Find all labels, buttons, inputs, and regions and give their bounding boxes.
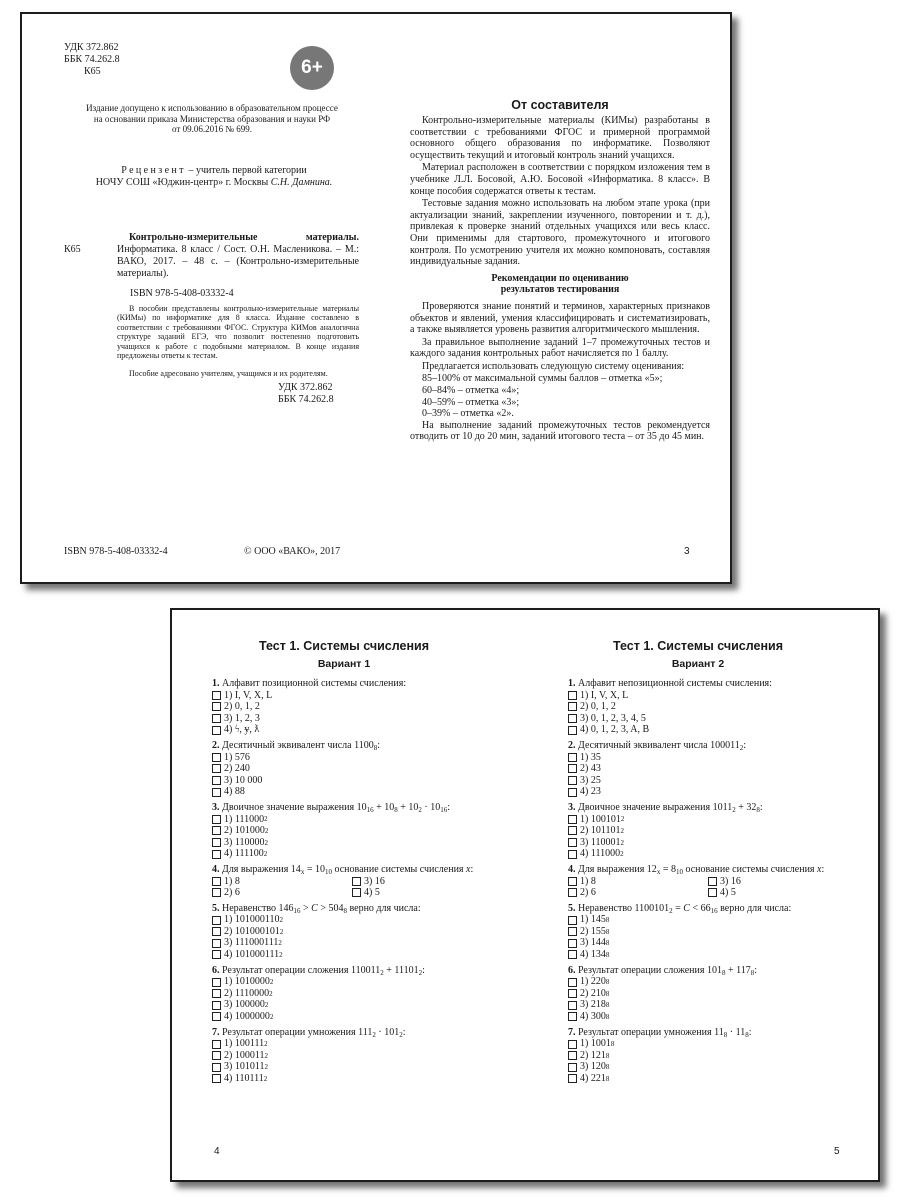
answer-option[interactable]	[568, 763, 868, 775]
checkbox[interactable]	[568, 1074, 577, 1083]
answer-option[interactable]	[212, 701, 512, 713]
question-text: Алфавит непозиционной системы счисления:	[575, 678, 772, 689]
answer-option[interactable]: 4) 1000000 2	[212, 1011, 512, 1023]
option-label: 3) 218	[580, 999, 606, 1011]
answer-option[interactable]	[568, 713, 868, 725]
option-label: 2) 1110000	[224, 987, 270, 999]
reviewer-name: С.Н. Дамнина.	[270, 177, 333, 188]
preface-paragraph: Материал расположен в соответствии с порядком изложения тем в учебнике Л.Л. Босовой, А.Ю. Босовой «Информатика. 8 класс». В конце пособия содержатся ответы к тестам.	[410, 162, 710, 197]
catalog-code: К65	[64, 244, 81, 255]
checkbox[interactable]	[212, 702, 221, 711]
bbk-code: ББК 74.262.8	[64, 54, 120, 65]
checkbox[interactable]	[568, 978, 577, 987]
udk-code: УДК 372.862	[64, 42, 119, 53]
reviewer-note	[66, 165, 362, 189]
answer-option[interactable]: 2) 101000 2	[212, 825, 512, 837]
page-number: 5	[834, 1146, 840, 1157]
option-label: 3) 25	[580, 774, 601, 786]
question-number: 6.	[212, 964, 220, 976]
checkbox[interactable]	[212, 714, 221, 723]
question-7: 7. Результат операции умножения $111_2 \cdot 101_2$: 1) 100111 2 2) 100011 2 3) 101011 2 4) 110111 2	[212, 1027, 512, 1085]
grade-line: 40–59% – отметка «3»;	[422, 396, 520, 408]
checkbox[interactable]	[212, 1001, 221, 1010]
isbn: ISBN 978-5-408-03332-4	[130, 288, 234, 299]
test-title: Тест 1. Системы счисления	[613, 639, 783, 653]
checkbox[interactable]	[568, 950, 577, 959]
option-label: 2) 101000	[224, 825, 265, 837]
checkbox[interactable]	[212, 888, 221, 897]
section-heading	[410, 273, 710, 296]
bib-details: Информатика. 8 класс / Сост. О.Н. Масленикова. – М.: ВАКО, 2017. – 48 с. – (Контрольно-измерительные материалы).	[117, 244, 359, 279]
option-label: 3) 1, 2, 3	[224, 712, 260, 724]
option-label: 2) 43	[580, 763, 601, 775]
answer-option[interactable]: 1) 145 8	[568, 914, 868, 926]
question-text: Результат операции сложения 101	[575, 964, 722, 976]
option-label: 2) 6	[224, 887, 240, 899]
option-label: 4) 111000	[580, 848, 621, 860]
checkbox[interactable]	[212, 838, 221, 847]
bib-title: Контрольно-измерительные материалы.	[129, 232, 359, 243]
udk-block-bottom	[278, 382, 334, 406]
book-spread-pages-2-3	[20, 12, 732, 584]
questions-variant-2	[568, 678, 868, 1089]
question-6: 6. Результат операции сложения $110011_2 + 11101_2$: 1) 1010000 2 2) 1110000 2 3) 100000 2 4) 1000000 2	[212, 965, 512, 1023]
preface-title: От составителя	[511, 98, 609, 112]
option-label: 4) 300	[580, 1011, 606, 1023]
question-1	[568, 678, 868, 736]
option-label: 1) 100111	[224, 1038, 265, 1050]
option-label: 1) 35	[580, 751, 601, 763]
option-label: 1) 576	[224, 751, 250, 763]
answer-option[interactable]	[212, 763, 512, 775]
answer-option[interactable]: 1) 101000110 2	[212, 914, 512, 926]
checkbox[interactable]	[212, 815, 221, 824]
checkbox[interactable]	[568, 753, 577, 762]
footer-copyright: © ООО «ВАКО», 2017	[244, 546, 341, 557]
page-number: 3	[684, 546, 690, 557]
answer-option[interactable]	[212, 887, 352, 899]
audience-note: Пособие адресовано учителям, учащимся и их родителям.	[129, 369, 328, 378]
question-2	[568, 740, 868, 798]
footer-isbn: ISBN 978-5-408-03332-4	[64, 546, 168, 557]
checkbox[interactable]	[352, 888, 361, 897]
answer-option[interactable]	[352, 887, 492, 899]
preface-body	[410, 115, 710, 444]
answer-option[interactable]	[212, 724, 512, 736]
option-label: 2) 210	[580, 987, 606, 999]
question-number: 2.	[212, 739, 220, 751]
question-number: 4.	[568, 863, 576, 875]
udk-code: УДК 372.862	[278, 382, 333, 393]
reviewer-label: Рецензент	[121, 165, 186, 176]
checkbox[interactable]	[212, 1051, 221, 1060]
answer-option[interactable]	[352, 876, 492, 888]
answer-option[interactable]	[708, 876, 848, 888]
option-label: 4) 0, 1, 2, 3, A, B	[580, 724, 650, 736]
option-label: 3) 16	[720, 875, 741, 887]
answer-option[interactable]: 1) 111000 2	[212, 814, 512, 826]
checkbox[interactable]	[568, 776, 577, 785]
option-label: 1) 8	[224, 875, 240, 887]
answer-option[interactable]: 2) 101000101 2	[212, 926, 512, 938]
answer-option[interactable]: 2) 121 8	[568, 1050, 868, 1062]
answer-option[interactable]: 4) 111100 2	[212, 848, 512, 860]
option-label: 3) 0, 1, 2, 3, 4, 5	[580, 712, 646, 724]
preface-paragraph: На выполнение заданий промежуточных тестов рекомендуется отводить от 10 до 20 мин, заданий итогового теста – от 35 до 45 мин.	[410, 419, 710, 443]
option-label: 3) 10 000	[224, 774, 263, 786]
answer-option[interactable]: 4) 300 8	[568, 1011, 868, 1023]
udk-block	[64, 42, 120, 78]
annotation: В пособии представлены контрольно-измерительные материалы (КИМы) по информатике для 8 класса. Издание составлено в соответствии с требованиями ФГОС. Структура КИМов аналогична структуре заданий ЕГЭ, что позволит постепенно подготовить учащихся к работе с подобными материалом. В конце издания предложены ответы к тестам.	[117, 304, 359, 361]
option-label: 2) 155	[580, 925, 606, 937]
checkbox[interactable]	[212, 927, 221, 936]
checkbox[interactable]	[212, 1063, 221, 1072]
option-label: 4) 134	[580, 949, 606, 961]
checkbox[interactable]	[212, 764, 221, 773]
question-text: Результат операции сложения 110011	[219, 964, 381, 976]
checkbox[interactable]	[212, 850, 221, 859]
option-label: 1) I, V, X, L	[224, 689, 273, 701]
answer-options-grid	[568, 876, 868, 899]
checkbox[interactable]	[212, 1040, 221, 1049]
base-subscript: 8	[373, 743, 378, 752]
answer-option[interactable]: 1) 100101 2	[568, 814, 868, 826]
checkbox[interactable]	[568, 726, 577, 735]
option-label: 1) 220	[580, 976, 606, 988]
question-number: 7.	[212, 1026, 220, 1038]
answer-option[interactable]	[568, 724, 868, 736]
answer-option[interactable]: 3) 120 8	[568, 1061, 868, 1073]
question-text: Двоичное значение выражения 10	[219, 801, 367, 813]
answer-option[interactable]	[212, 713, 512, 725]
approval-note	[62, 103, 362, 135]
option-label: 4) 5	[364, 887, 380, 899]
question-text: Результат операции умножения 11	[575, 1026, 724, 1038]
answer-option[interactable]	[212, 775, 512, 787]
test-title: Тест 1. Системы счисления	[259, 639, 429, 653]
question-number: 3.	[568, 801, 576, 813]
checkbox[interactable]	[212, 753, 221, 762]
option-label: 3) 110000	[224, 836, 265, 848]
question-number: 1.	[212, 678, 220, 689]
option-label: 4) ϟ, ɏ, ƛ	[224, 724, 260, 736]
option-label: 2) 101101	[580, 825, 621, 837]
variant-label: Вариант 2	[671, 658, 725, 670]
question-text: Двоичное значение выражения 1011	[575, 801, 733, 813]
answer-option[interactable]: 3) 110000 2	[212, 837, 512, 849]
answer-option[interactable]	[568, 690, 868, 702]
option-label: 3) 16	[364, 875, 385, 887]
checkbox[interactable]	[568, 939, 577, 948]
checkbox[interactable]	[212, 726, 221, 735]
preface-paragraph: Проверяются знание понятий и терминов, характерных признаков объектов и явлений, умения классифицировать и систематизировать, а также выявляется уровень развития алгоритмического мышления.	[410, 300, 710, 336]
answer-option[interactable]	[708, 887, 848, 899]
checkbox[interactable]	[568, 714, 577, 723]
checkbox[interactable]	[568, 1012, 577, 1021]
answer-option[interactable]	[568, 786, 868, 798]
checkbox[interactable]	[568, 826, 577, 835]
checkbox[interactable]	[212, 826, 221, 835]
answer-option[interactable]: 2) 100011 2	[212, 1050, 512, 1062]
option-label: 4) 110111	[224, 1073, 264, 1084]
answer-option[interactable]: 2) 210 8	[568, 988, 868, 1000]
answer-option[interactable]: 3) 110001 2	[568, 837, 868, 849]
checkbox[interactable]	[212, 877, 221, 886]
option-label: 3) 120	[580, 1061, 606, 1073]
checkbox[interactable]	[212, 788, 221, 797]
book-spread-pages-4-5	[170, 608, 880, 1182]
checkbox[interactable]	[212, 691, 221, 700]
preface-paragraph: Контрольно-измерительные материалы (КИМы) разработаны в соответствии с требованиями ФГОС и примерной программой основного общего образования по информатике. Позволяют осуществить текущий и итоговый контроль знаний учащихся.	[410, 115, 710, 161]
answer-option[interactable]: 2) 155 8	[568, 926, 868, 938]
option-label: 1) 100101	[580, 813, 621, 825]
option-label: 3) 144	[580, 937, 606, 949]
checkbox[interactable]	[708, 877, 717, 886]
preface-paragraph: За правильное выполнение заданий 1–7 промежуточных тестов и каждого задания контрольных работ начисляется по 1 баллу.	[410, 336, 710, 360]
answer-option[interactable]	[568, 701, 868, 713]
option-label: 4) 111100	[224, 848, 264, 860]
checkbox[interactable]	[568, 850, 577, 859]
bbk-code: ББК 74.262.8	[278, 394, 334, 405]
reviewer-role: – учитель первой категории	[185, 165, 307, 176]
checkbox[interactable]	[568, 764, 577, 773]
answer-option[interactable]: 1) 220 8	[568, 976, 868, 988]
question-text: Десятичный эквивалент числа 100011	[575, 739, 740, 751]
question-4: 4. Для выражения $12_x = 8_{10}$ основание системы счисления x: 1) 8 3) 16 2) 6 4) 5	[568, 864, 868, 899]
answer-option[interactable]	[212, 752, 512, 764]
page-number: 4	[214, 1146, 220, 1157]
answer-option[interactable]: 2) 101101 2	[568, 825, 868, 837]
section-heading-line: результатов тестирования	[500, 284, 620, 296]
option-label: 1) 1001	[580, 1038, 611, 1050]
answer-option[interactable]: 4) 221 8	[568, 1073, 868, 1085]
checkbox[interactable]	[212, 1012, 221, 1021]
checkbox[interactable]	[568, 788, 577, 797]
option-label: 4) 5	[720, 887, 736, 899]
option-label: 2) 101000101	[224, 925, 280, 937]
checkbox[interactable]	[568, 1040, 577, 1049]
question-1	[212, 678, 512, 736]
base-subscript: 2	[739, 743, 744, 752]
question-number: 6.	[568, 964, 576, 976]
option-label: 1) 145	[580, 914, 606, 926]
question-number: 4.	[212, 863, 220, 875]
question-text: Результат операции умножения 111	[219, 1026, 373, 1038]
answer-option[interactable]	[568, 775, 868, 787]
checkbox[interactable]	[568, 1001, 577, 1010]
answer-option[interactable]: 4) 134 8	[568, 949, 868, 961]
approval-line: Издание допущено к использованию в образовательном процессе	[86, 103, 338, 113]
option-label: 2) 100011	[224, 1049, 265, 1061]
bibliographic-record	[117, 232, 359, 280]
question-2	[212, 740, 512, 798]
questions-variant-1	[212, 678, 512, 1089]
checkbox[interactable]	[568, 1051, 577, 1060]
answer-option[interactable]: 3) 218 8	[568, 999, 868, 1011]
checkbox[interactable]	[352, 877, 361, 886]
approval-line: от 09.06.2016 № 699.	[172, 124, 252, 134]
checkbox[interactable]	[212, 939, 221, 948]
preface-paragraph: Тестовые задания можно использовать на любом этапе урока (при актуализации знаний, закреплении изученного, повторении и т. д.), привлекая к проверке знаний отдельных учащихся или весь класс. Они применимы для стартового, промежуточного и итогового контроля. По усмотрению учителя их можно компоновать, составляя индивидуальные задания.	[410, 198, 710, 268]
question-5: 5. Неравенство $146_{16} > C > 504_8$ верно для числа: 1) 101000110 2 2) 101000101 2 3) 111000111 2 4) 101000111 2	[212, 903, 512, 961]
option-label: 4) 101000111	[224, 949, 280, 961]
option-label: 1) 1010000	[224, 976, 270, 988]
age-rating-badge: 6+	[290, 46, 334, 90]
question-6: 6. Результат операции сложения $101_8 + 117_8$: 1) 220 8 2) 210 8 3) 218 8 4) 300 8	[568, 965, 868, 1023]
checkbox[interactable]	[568, 888, 577, 897]
answer-option[interactable]: 3) 100000 2	[212, 999, 512, 1011]
section-heading-line: Рекомендации по оцениванию	[491, 272, 629, 284]
question-number: 2.	[568, 739, 576, 751]
answer-option[interactable]: 3) 144 8	[568, 937, 868, 949]
answer-option[interactable]	[212, 876, 352, 888]
option-label: 1) 111000	[224, 813, 265, 825]
grade-line: 85–100% от максимальной суммы баллов – отметка «5»;	[422, 373, 663, 385]
checkbox[interactable]	[212, 1074, 221, 1083]
option-label: 1) 101000110	[224, 914, 280, 926]
answer-option[interactable]: 1) 1001 8	[568, 1038, 868, 1050]
checkbox[interactable]	[212, 989, 221, 998]
option-label: 2) 0, 1, 2	[224, 701, 260, 713]
option-label: 3) 111000111	[224, 937, 279, 949]
variant-label: Вариант 1	[317, 658, 371, 670]
option-label: 2) 6	[580, 887, 596, 899]
question-text-end: :	[743, 739, 746, 751]
answer-option[interactable]: 4) 111000 2	[568, 848, 868, 860]
answer-option[interactable]	[212, 786, 512, 798]
question-7: 7. Результат операции умножения $11_8 \cdot 11_8$: 1) 1001 8 2) 121 8 3) 120 8 4) 221 8	[568, 1027, 868, 1085]
checkbox[interactable]	[568, 916, 577, 925]
answer-option[interactable]: 3) 111000111 2	[212, 937, 512, 949]
option-label: 3) 110001	[580, 836, 621, 848]
option-label: 2) 240	[224, 763, 250, 775]
answer-option[interactable]	[212, 690, 512, 702]
answer-option[interactable]: 1) 100111 2	[212, 1038, 512, 1050]
question-text: Десятичный эквивалент числа 1100	[219, 739, 374, 751]
question-3: 3. Двоичное значение выражения $10_{16} + 10_8 + 10_2 \cdot 10_{16}$: 1) 111000 2 2) 101000 2 3) 110000 2 4) 111100 2	[212, 802, 512, 860]
question-5: 5. Неравенство $1100101_2 = C < 66_{16}$ верно для числа: 1) 145 8 2) 155 8 3) 144 8 4) 134 8	[568, 903, 868, 961]
question-number: 1.	[568, 678, 576, 689]
preface-paragraph: Предлагается использовать следующую систему оценивания:	[422, 360, 685, 372]
checkbox[interactable]	[568, 691, 577, 700]
question-number: 3.	[212, 801, 220, 813]
option-label: 2) 0, 1, 2	[580, 701, 616, 713]
checkbox[interactable]	[568, 877, 577, 886]
checkbox[interactable]	[212, 950, 221, 959]
reviewer-school: НОЧУ СОШ «Юджин-центр» г. Москвы	[95, 177, 269, 188]
option-label: 2) 121	[580, 1049, 606, 1061]
option-label: 4) 23	[580, 786, 601, 798]
answer-option[interactable]: 3) 101011 2	[212, 1061, 512, 1073]
option-label: 3) 100000	[224, 999, 265, 1011]
answer-options-grid	[212, 876, 512, 899]
question-number: 5.	[212, 902, 220, 914]
checkbox[interactable]	[568, 1063, 577, 1072]
grade-line: 0–39% – отметка «2».	[422, 408, 514, 420]
question-text-end: :	[377, 739, 380, 751]
checkbox[interactable]	[568, 702, 577, 711]
author-mark: К65	[84, 66, 101, 77]
checkbox[interactable]	[212, 978, 221, 987]
question-3: 3. Двоичное значение выражения $1011_2 + 32_8$: 1) 100101 2 2) 101101 2 3) 110001 2 4) 111000 2	[568, 802, 868, 860]
checkbox[interactable]	[568, 815, 577, 824]
checkbox[interactable]	[568, 927, 577, 936]
checkbox[interactable]	[708, 888, 717, 897]
checkbox[interactable]	[568, 989, 577, 998]
answer-option[interactable]	[568, 752, 868, 764]
question-number: 5.	[568, 902, 576, 914]
checkbox[interactable]	[212, 916, 221, 925]
checkbox[interactable]	[212, 776, 221, 785]
answer-option[interactable]	[568, 887, 708, 899]
option-label: 4) 1000000	[224, 1011, 270, 1023]
option-label: 3) 101011	[224, 1061, 265, 1073]
answer-option[interactable]: 2) 1110000 2	[212, 988, 512, 1000]
answer-option[interactable]: 4) 101000111 2	[212, 949, 512, 961]
approval-line: на основании приказа Министерства образования и науки РФ	[93, 113, 331, 124]
answer-option[interactable]: 1) 1010000 2	[212, 976, 512, 988]
question-number: 7.	[568, 1026, 576, 1038]
answer-option[interactable]	[568, 876, 708, 888]
checkbox[interactable]	[568, 838, 577, 847]
option-label: 1) I, V, X, L	[580, 689, 629, 701]
option-label: 4) 88	[224, 786, 245, 798]
option-label: 4) 221	[580, 1073, 606, 1084]
answer-option[interactable]: 4) 110111 2	[212, 1073, 512, 1085]
question-text: Алфавит позиционной системы счисления:	[219, 678, 407, 689]
option-label: 1) 8	[580, 875, 596, 887]
grade-line: 60–84% – отметка «4»;	[422, 385, 520, 397]
question-4: 4. Для выражения $14_x = 10_{10}$ основание системы счисления x: 1) 8 3) 16 2) 6 4) 5	[212, 864, 512, 899]
